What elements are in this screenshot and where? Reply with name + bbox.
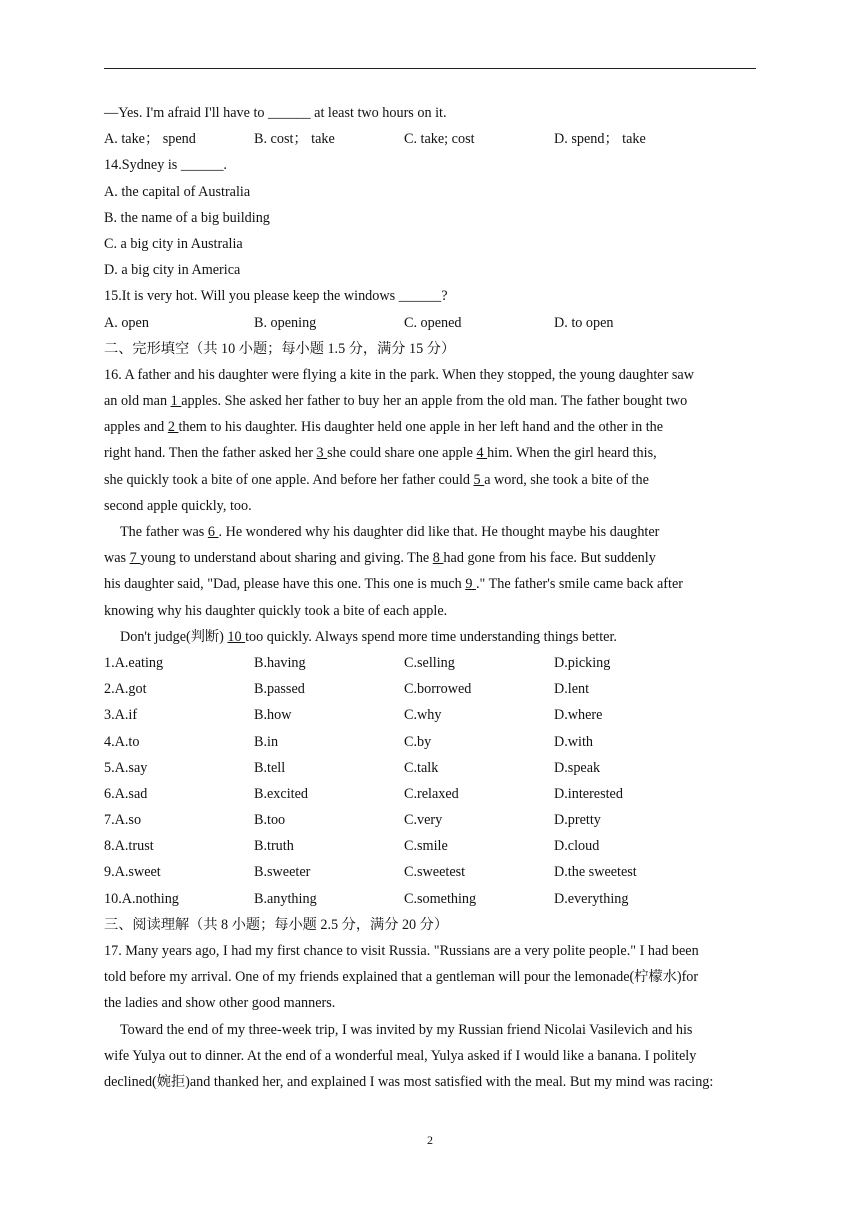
cloze-option: D.picking [554,654,611,671]
cloze-option: D.everything [554,890,629,907]
cloze-option: B.sweeter [254,864,311,881]
cloze-option-row [104,676,756,702]
q13-option-d: D. spend； take [554,131,646,148]
cloze-option: D.lent [554,681,590,698]
cloze-option: B.how [254,707,292,724]
page-number: 2 [427,1133,433,1147]
blank-1: 1 [170,393,182,410]
passage17-line: Toward the end of my three-week trip, I was invited by my Russian friend Nicolai Vasilevich and his [120,1021,693,1038]
cloze-option: 6.A.sad [104,785,148,802]
q14-option-c: C. a big city in Australia [104,235,243,252]
cloze-option: B.tell [254,759,286,776]
q15-question: 15.It is very hot. Will you please keep the windows ______? [104,288,448,305]
passage17-line: declined(婉拒)and thanked her, and explained I was most satisfied with the meal. But my mind was racing: [104,1073,714,1090]
q13-options [104,126,756,152]
passage17-line: the ladies and show other good manners. [104,995,336,1012]
passage16-line: right hand. Then the father asked her 3 she could share one apple 4 him. When the girl heard this, [104,445,657,462]
passage16-line: Don't judge(判断) 10 too quickly. Always spend more time understanding things better. [120,628,617,645]
passage16-line: she quickly took a bite of one apple. And before her father could 5 a word, she took a bite of the [104,471,649,488]
cloze-option-row [104,886,756,912]
q14-option-d: D. a big city in America [104,262,241,279]
blank-5: 5 [473,471,485,488]
cloze-option: D.with [554,733,594,750]
cloze-option: C.by [404,733,432,750]
passage16-line: The father was 6 . He wondered why his daughter did like that. He thought maybe his daughter [120,524,660,540]
passage16-line: was 7 young to understand about sharing and giving. The 8 had gone from his face. But suddenly [104,550,656,567]
cloze-option: 10.A.nothing [104,890,179,907]
cloze-option: B.truth [254,838,294,855]
q15-option-b: B. opening [254,314,317,331]
blank-3: 3 [316,445,328,462]
section3-heading: 三、阅读理解（共 8 小题；每小题 2.5 分，满分 20 分） [104,916,449,933]
q13-option-a: A. take； spend [104,131,196,148]
cloze-option-row [104,702,756,728]
q13-line: —Yes. I'm afraid I'll have to ______ at least two hours on it. [104,105,447,121]
passage17-line: wife Yulya out to dinner. At the end of a wonderful meal, Yulya asked if I would like a banana. I politely [104,1047,697,1064]
cloze-option: D.the sweetest [554,864,637,881]
passage16-line: an old man 1 apples. She asked her father to buy her an apple from the old man. The father bought two [104,393,688,410]
cloze-option: D.cloud [554,838,600,855]
cloze-option: C.why [404,707,442,724]
cloze-option: C.selling [404,654,455,671]
cloze-option-row [104,859,756,885]
blank-8: 8 [432,550,444,567]
cloze-option: 9.A.sweet [104,864,161,881]
cloze-option: 3.A.if [104,707,138,724]
cloze-option: D.where [554,707,603,724]
q15-options [104,310,756,336]
passage17-line: told before my arrival. One of my friends explained that a gentleman will pour the lemonade(柠檬水)for [104,969,699,986]
passage17-line: 17. Many years ago, I had my first chance to visit Russia. "Russians are a very polite people." I had been [104,943,699,959]
q14-option-a: A. the capital of Australia [104,183,251,200]
header-rule [104,68,756,69]
cloze-option: 4.A.to [104,733,140,750]
cloze-option: D.interested [554,785,623,802]
passage16-line: his daughter said, "Dad, please have this one. This one is much 9 ." The father's smile came back after [104,576,683,593]
q14-option-b: B. the name of a big building [104,209,270,226]
cloze-option-row [104,729,756,755]
cloze-option: C.something [404,890,477,907]
blank-9: 9 [465,576,476,593]
blank-7: 7 [129,550,141,567]
section2-heading: 二、完形填空（共 10 小题；每小题 1.5 分，满分 15 分） [104,340,456,357]
cloze-option: 7.A.so [104,812,142,829]
cloze-options [104,650,756,912]
blank-2: 2 [167,419,179,436]
q14-question: 14.Sydney is ______. [104,157,227,174]
page-content [104,100,756,1095]
passage16-line: knowing why his daughter quickly took a bite of each apple. [104,602,448,619]
cloze-option: C.talk [404,759,439,776]
cloze-option: D.speak [554,759,601,776]
cloze-option: B.having [254,654,306,671]
cloze-option: 8.A.trust [104,838,154,855]
passage16-line: second apple quickly, too. [104,497,252,514]
q13-option-c: C. take; cost [404,131,475,148]
q15-option-c: C. opened [404,314,462,331]
passage16-line: 16. A father and his daughter were flying a kite in the park. When they stopped, the young daughter saw [104,366,694,383]
cloze-option: C.smile [404,838,448,855]
cloze-option: C.sweetest [404,864,466,881]
cloze-option: D.pretty [554,812,601,829]
cloze-option: 1.A.eating [104,654,164,671]
cloze-option-row [104,807,756,833]
q15-option-a: A. open [104,314,149,331]
cloze-option: B.too [254,812,286,829]
cloze-option: C.very [404,812,443,829]
q15-option-d: D. to open [554,314,614,331]
cloze-option-row [104,781,756,807]
cloze-option: B.excited [254,785,308,802]
cloze-option: 5.A.say [104,759,148,776]
cloze-option-row [104,755,756,781]
blank-6: 6 [207,524,219,540]
passage16-line: apples and 2 them to his daughter. His daughter held one apple in her left hand and the other in the [104,419,664,436]
cloze-option: B.in [254,733,279,750]
cloze-option-row [104,833,756,859]
cloze-option: B.passed [254,681,305,698]
cloze-option: C.relaxed [404,785,459,802]
blank-10: 10 [227,628,246,645]
cloze-option: B.anything [254,890,317,907]
blank-4: 4 [476,445,488,462]
cloze-option-row [104,650,756,676]
cloze-option: C.borrowed [404,681,472,698]
cloze-option: 2.A.got [104,681,147,698]
q13-option-b: B. cost； take [254,131,335,148]
